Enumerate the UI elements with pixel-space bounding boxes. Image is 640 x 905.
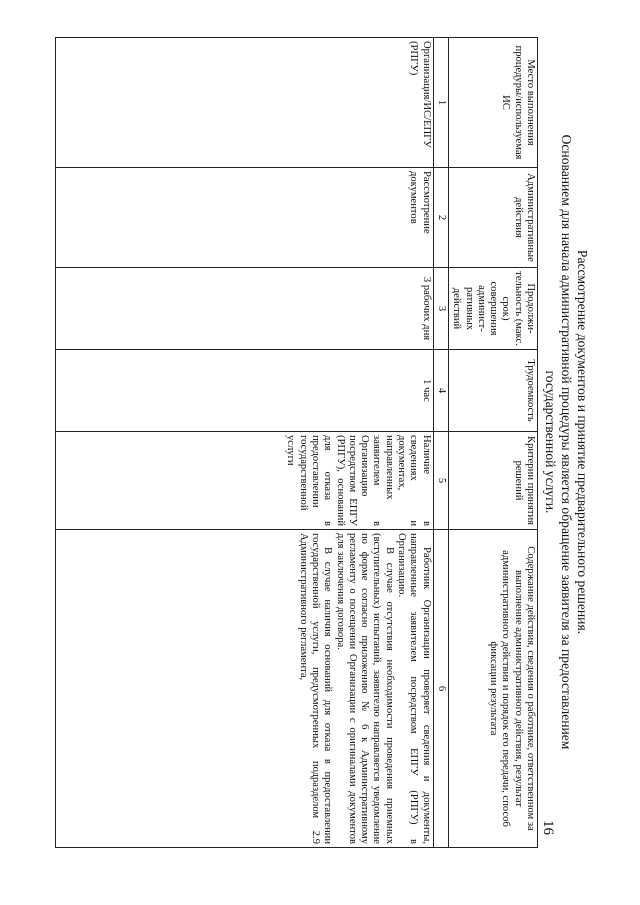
heading-line-3: государственной услуги.: [543, 370, 558, 514]
header-place: Место выполнения процедуры/используемая ИС: [448, 38, 537, 168]
header-actions: Административные действия: [448, 168, 537, 268]
cell-place: Организация/ИС/ЕПГУ (РПГУ): [55, 38, 433, 168]
column-number: 6: [433, 530, 448, 848]
header-criteria: Критерии принятия решений: [448, 432, 537, 530]
content-paragraph-1: Работник Организации проверяет сведения и документы, направленные заявителем посредством ЕПГУ (РПГУ) в Организацию.: [396, 533, 432, 844]
procedure-table: [55, 37, 538, 848]
column-number: 5: [433, 432, 448, 530]
content-paragraph-3: В случае наличия оснований для отказа в предоставлении государственной услуги, предусмотренных подразделом 2.9 Административного регламента,: [297, 533, 334, 844]
cell-duration: 3 рабочих дня: [55, 268, 433, 350]
header-content: Содержание действия, сведения о работнике, ответственном за выполнение административного действия, результат административного действия и порядок его передачи, способ фиксации результата: [448, 530, 537, 848]
column-number: 2: [433, 168, 448, 268]
column-number: 1: [433, 38, 448, 168]
heading-line-1: Рассмотрение документов и принятие предварительного решения.: [575, 249, 590, 635]
rotated-page-content: [65, 37, 590, 847]
table-number-row: [433, 38, 448, 848]
table-header-row: [448, 38, 537, 848]
cell-criteria: Наличие в сведениях и документах, направленных заявителем в Организацию посредством ЕПГУ (РПГУ), оснований для отказа в предоставлении государственной услуги: [55, 432, 433, 530]
content-paragraph-2: В случае отсутствия необходимости проведения приемных (вступительных) испытаний, заявителю направляется уведомление по форме согласно приложению № 6 к Административному регламенту о посещении Организации с оригиналами документов для заключения договора.: [334, 533, 395, 844]
header-labor: Трудоемкость: [448, 350, 537, 432]
table-row: [55, 38, 433, 848]
column-number: 3: [433, 268, 448, 350]
page-number: 16: [540, 820, 556, 835]
cell-labor: 1 час: [55, 350, 433, 432]
header-duration: Продолжи-тельность (макс. срок) совершения админист-ративных действий: [448, 268, 537, 350]
column-number: 4: [433, 350, 448, 432]
heading-line-2: Основанием для начала административной процедуры является обращение заявителя за предоставлением: [559, 134, 574, 750]
cell-action: Рассмотрение документов: [55, 168, 433, 268]
section-heading: [542, 37, 590, 847]
cell-content: [55, 530, 433, 848]
